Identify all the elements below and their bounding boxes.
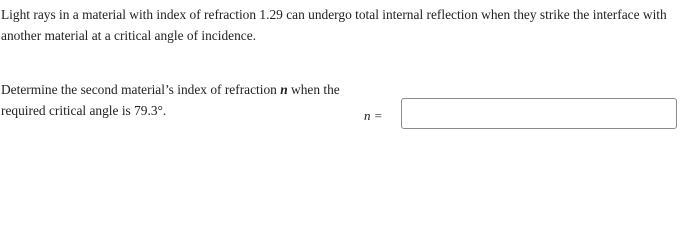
question-text-end: when the required critical angle is 79.3°.	[1, 82, 340, 118]
problem-intro-text: Light rays in a material with index of refraction 1.29 can undergo total internal reflection when they strike the interface with another material at a critical angle of incidence.	[1, 7, 667, 43]
answer-input[interactable]	[401, 98, 677, 129]
question-variable: n	[280, 82, 288, 97]
question-text-start: Determine the second material’s index of refraction	[1, 82, 281, 97]
answer-label: n =	[364, 108, 383, 123]
problem-question-text	[1, 79, 341, 121]
